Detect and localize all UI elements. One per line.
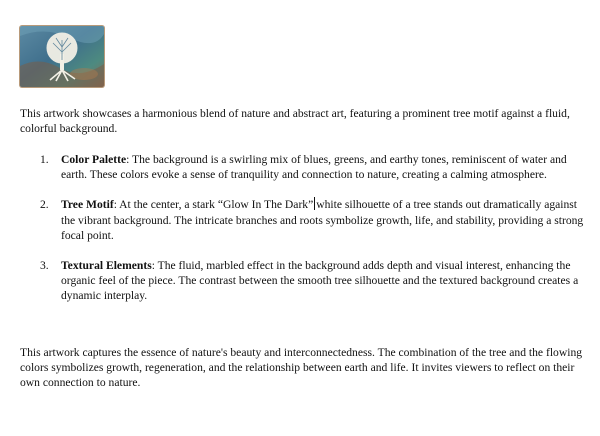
feature-list — [20, 152, 585, 319]
list-number: 1. — [40, 153, 49, 166]
item-text-before-cursor: : At the center, a stark “Glow In The Dark” — [113, 198, 314, 212]
list-number: 2. — [40, 198, 49, 212]
outro-paragraph: This artwork captures the essence of nature's beauty and interconnectedness. The combination of the tree and the flowing colors symbolizes growth, regeneration, and the relationship between earth and life. It invites viewers to reflect on their own connection to nature. — [20, 346, 583, 390]
item-text-after-cursor: white silhouette of a tree stands out dramatically against the vibrant background. The intricate branches and roots symbolize growth, life, and stability, providing a strong focal point. — [61, 198, 584, 242]
list-number: 3. — [40, 259, 49, 273]
item-title: Color Palette — [61, 153, 127, 166]
item-title: Textural Elements — [61, 259, 152, 273]
list-item — [20, 197, 585, 243]
item-text: : The background is a swirling mix of blues, greens, and earthy tones, reminiscent of water and earth. These colors evoke a sense of tranquility and connection to nature, creating a calming atmosphere. — [61, 153, 567, 182]
artwork-thumbnail[interactable] — [20, 26, 104, 87]
list-item — [20, 152, 585, 182]
intro-paragraph: This artwork showcases a harmonious blend of nature and abstract art, featuring a prominent tree motif against a fluid, colorful background. — [20, 107, 570, 136]
list-item — [20, 258, 585, 304]
tree-artwork-image — [20, 26, 104, 87]
item-title: Tree Motif — [61, 198, 114, 212]
item-text: : The fluid, marbled effect in the background adds depth and visual interest, enhancing the organic feel of the piece. The contrast between the smooth tree silhouette and the textured background creates a dynamic interplay. — [61, 259, 579, 303]
